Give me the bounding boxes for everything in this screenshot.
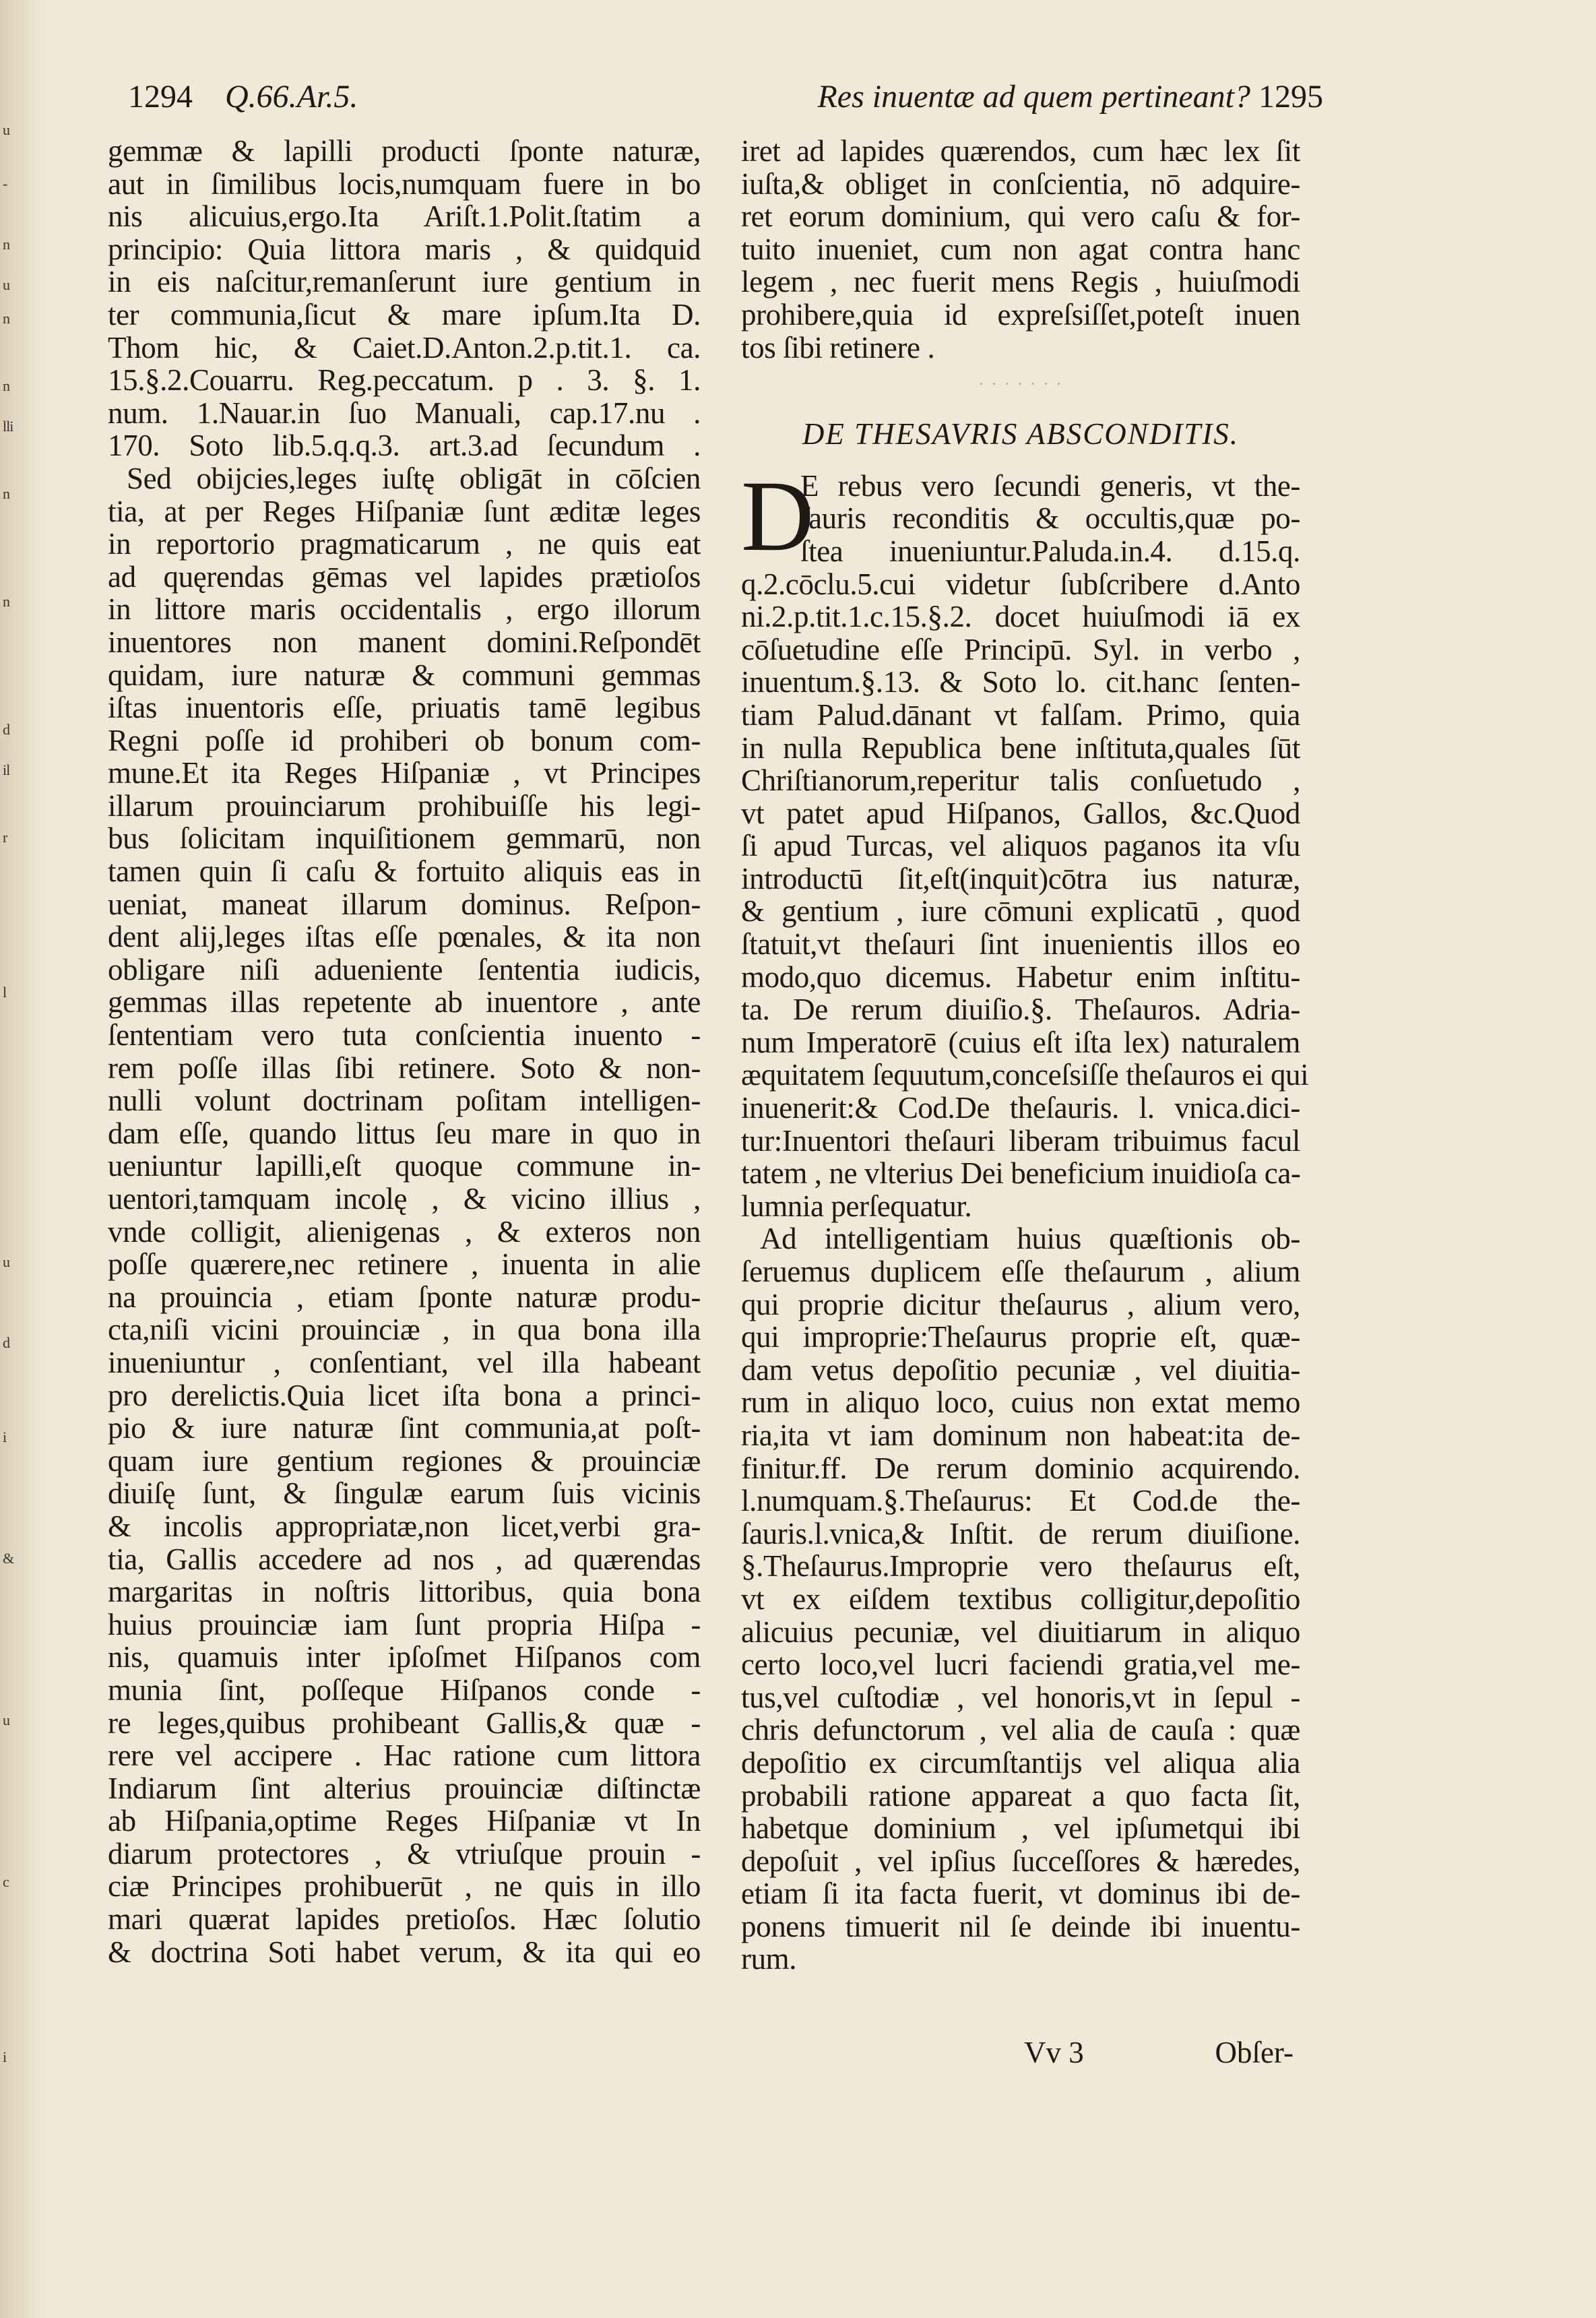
- left-running-head: Q.66.Ar.5.: [225, 79, 358, 115]
- text-line: prohibere,quia id expreſsiſſet,poteſt inuen: [741, 297, 1300, 332]
- text-line: tur:Inuentori theſauri liberam tribuimus facul: [741, 1123, 1300, 1158]
- text-line: vt ex eiſdem textibus colligitur,depoſitio: [741, 1581, 1300, 1616]
- left-page-header: [128, 81, 358, 113]
- gutter-fragment: n: [3, 310, 9, 327]
- gutter-fragment: c: [3, 1873, 9, 1890]
- text-line: in reportorio pragmaticarum , ne quis eat: [108, 527, 701, 561]
- right-column-body: [741, 567, 1309, 1223]
- text-line: q.2.cōclu.5.cui videtur ſubſcribere d.Anto: [741, 567, 1300, 601]
- text-line: inuentum.§.13. & Soto lo. cit.hanc ſenten-: [741, 665, 1300, 699]
- text-line: na prouincia , etiam ſponte naturæ produ-: [108, 1280, 701, 1314]
- text-line: iſtas inuentoris eſſe, priuatis tamē legibus: [108, 691, 701, 725]
- text-line: ſtatuit,vt theſauri ſint inuenientis illos eo: [741, 927, 1300, 962]
- text-line: lumnia perſequatur.: [741, 1189, 972, 1223]
- gutter-fragment: -: [3, 175, 7, 192]
- text-line: iuſta,& obliget in conſcientia, nō adquire-: [741, 166, 1300, 201]
- text-line: vnde colligit, alienigenas , & exteros non: [108, 1214, 701, 1249]
- text-line: huius prouinciæ iam ſunt propria Hiſpa -: [108, 1607, 701, 1641]
- gutter-fragment: i: [3, 2048, 7, 2065]
- text-line: nis, quamuis inter ipſoſmet Hiſpanos com: [108, 1640, 701, 1674]
- text-line: bus ſolicitam inquiſitionem gemmarū, non: [108, 821, 701, 856]
- text-line: rem poſſe illas ſibi retinere. Soto & non-: [108, 1051, 701, 1085]
- text-line: inuentores non manent domini.Reſpondēt: [108, 625, 701, 659]
- text-line: ſi apud Turcas, vel aliquos paganos ita vſu: [741, 829, 1300, 863]
- gutter-fragment: n: [3, 377, 9, 394]
- text-line: tos ſibi retinere .: [741, 330, 935, 365]
- text-line: habetque dominium , vel ipſumetqui ibi: [741, 1811, 1300, 1846]
- text-line: cōſuetudine eſſe Principū. Syl. in verbo ,: [741, 632, 1300, 666]
- right-page-number: 1295: [1258, 79, 1323, 115]
- gutter-fragment: u: [3, 1253, 9, 1270]
- left-text-column: [108, 135, 701, 1968]
- text-line: Thom hic, & Caiet.D.Anton.2.p.tit.1. ca.: [108, 330, 701, 365]
- text-line: etiam ſi ita facta fuerit, vt dominus ibi de-: [741, 1877, 1300, 1911]
- text-line: & gentium , iure cōmuni explicatū , quod: [741, 894, 1300, 929]
- text-line: pio & iure naturæ ſint communia,at poſt-: [108, 1411, 701, 1445]
- text-line: ſtea inueniuntur.Paluda.in.4. d.15.q.: [800, 534, 1300, 568]
- text-line: & doctrina Soti habet verum, & ita qui eo: [108, 1935, 701, 1969]
- text-line: re leges,quibus prohibeant Gallis,& quæ -: [108, 1705, 701, 1740]
- right-text-column: [741, 134, 1309, 1976]
- text-line: certo loco,vel lucri faciendi gratia,vel me-: [741, 1648, 1300, 1682]
- text-line: dam vetus depoſitio pecuniæ , vel diuitia-: [741, 1352, 1300, 1387]
- text-line: mune.Et ita Reges Hiſpaniæ , vt Principes: [108, 756, 701, 790]
- text-line: ſauris.l.vnica,& Inſtit. de rerum diuiſione.: [741, 1516, 1300, 1550]
- text-line: rum.: [741, 1942, 797, 1976]
- text-line: ſauris reconditis & occultis,quæ po-: [800, 501, 1300, 536]
- text-line: num. 1.Nauar.in ſuo Manuali, cap.17.nu .: [108, 396, 701, 430]
- page-footer: [1024, 2035, 1294, 2070]
- text-line: ponens timuerit nil ſe deinde ibi inuentu-: [741, 1909, 1300, 1943]
- text-line: ad quęrendas gēmas vel lapides prætioſos: [108, 559, 701, 594]
- text-line: & incolis appropriatæ,non licet,verbi gra-: [108, 1509, 701, 1543]
- text-line: alicuius pecuniæ, vel diuitiarum in aliquo: [741, 1615, 1300, 1649]
- gutter-previous-page-fragments: [0, 0, 47, 2318]
- text-line: Chriſtianorum,reperitur talis conſuetudo ,: [741, 763, 1300, 798]
- gutter-fragment: u: [3, 121, 9, 138]
- right-page-header: [817, 81, 1323, 113]
- dropcap-letter: D: [741, 460, 815, 572]
- text-line: tamen quin ſi caſu & fortuito aliquis eas in: [108, 854, 701, 889]
- text-line: æquitatem ſequutum,conceſsiſſe theſauros ei qui: [741, 1058, 1309, 1092]
- right-column-second-paragraph: [741, 1222, 1300, 1976]
- text-line: ueniuntur lapilli,eſt quoque commune in-: [108, 1149, 701, 1183]
- text-line: tuito inueniet, cum non agat contra hanc: [741, 232, 1300, 266]
- gutter-fragment: &: [3, 1550, 14, 1567]
- text-line: dent alij,leges iſtas eſſe pœnales, & ita non: [108, 920, 701, 954]
- text-line: tia, Gallis accedere ad nos , ad quærendas: [108, 1542, 701, 1576]
- text-line: 170. Soto lib.5.q.q.3. art.3.ad ſecundum .: [108, 429, 701, 463]
- gutter-fragment: u: [3, 276, 9, 293]
- text-line: 15.§.2.Couarru. Reg.peccatum. p . 3. §. 1.: [108, 363, 701, 398]
- text-line: ab Hiſpania,optime Reges Hiſpaniæ vt In: [108, 1804, 701, 1838]
- text-line: probabili ratione appareat a quo facta ſit,: [741, 1778, 1300, 1813]
- text-line: dam eſſe, quando littus ſeu mare in quo in: [108, 1116, 701, 1150]
- text-line: diuiſę ſunt, & ſingulæ earum ſuis vicinis: [108, 1476, 701, 1511]
- text-line: chris defunctorum , vel alia de cauſa : quæ: [741, 1713, 1300, 1747]
- text-line: ſententiam vero tuta conſcientia inuento -: [108, 1018, 701, 1053]
- text-line: tatem , ne vlterius Dei beneficium inuidioſa ca-: [741, 1156, 1301, 1191]
- text-line: in littore maris occidentalis , ergo illorum: [108, 592, 701, 627]
- text-line: Indiarum ſint alterius prouinciæ diſtinctæ: [108, 1771, 701, 1805]
- text-line: rum in aliquo loco, cuius non extat memo: [741, 1385, 1300, 1420]
- text-line: ret eorum dominium, qui vero caſu & for-: [741, 199, 1300, 234]
- signature-mark: Vv 3: [1024, 2036, 1084, 2069]
- text-line: finitur.ff. De rerum dominio acquirendo.: [741, 1451, 1300, 1485]
- gutter-fragment: n: [3, 236, 9, 253]
- text-line: gemmæ & lapilli producti ſponte naturæ,: [108, 134, 701, 168]
- gutter-fragment: n: [3, 485, 9, 502]
- text-line: quidam, iure naturæ & communi gemmas: [108, 658, 701, 692]
- text-line: pro derelictis.Quia licet iſta bona a princi-: [108, 1378, 701, 1412]
- text-line: modo,quo dicemus. Habetur enim inſtitu-: [741, 960, 1300, 994]
- text-line: margaritas in noſtris littoribus, quia bona: [108, 1575, 701, 1609]
- dropcap-lines: [741, 460, 1300, 572]
- text-line: ſeruemus duplicem eſſe theſaurum , alium: [741, 1255, 1300, 1288]
- left-page-number: 1294: [128, 79, 193, 115]
- text-line: Regni poſſe id prohiberi ob bonum com-: [108, 723, 701, 757]
- text-line: §.Theſaurus.Improprie vero theſaurus eſt,: [741, 1549, 1300, 1584]
- text-line: nulli volunt doctrinam poſitam intelligen-: [108, 1084, 701, 1118]
- text-line: poſſe quærere,nec retinere , inuenta in alie: [108, 1247, 701, 1282]
- text-line: Sed obijcies,leges iuſtę obligāt in cōſcien: [127, 461, 701, 495]
- text-line: ueniat, maneat illarum dominus. Reſpon-: [108, 887, 701, 921]
- text-line: in nulla Republica bene inſtituta,quales ſūt: [741, 730, 1300, 765]
- text-line: vt patet apud Hiſpanos, Gallos, &c.Quod: [741, 796, 1300, 830]
- gutter-fragment: n: [3, 593, 9, 610]
- text-line: nis alicuius,ergo.Ita Ariſt.1.Polit.ſtatim a: [108, 199, 701, 234]
- gutter-fragment: l: [3, 984, 7, 1001]
- gutter-fragment: d: [3, 721, 9, 738]
- text-line: E rebus vero ſecundi generis, vt the-: [800, 468, 1300, 503]
- text-line: num Imperatorē (cuius eſt iſta lex) naturalem: [741, 1025, 1300, 1059]
- text-line: diarum protectores , & vtriuſque prouin -: [108, 1836, 701, 1871]
- gutter-fragment: r: [3, 829, 7, 846]
- dropcap-paragraph: [741, 460, 1300, 572]
- text-line: mari quærat lapides pretioſos. Hæc ſolutio: [108, 1902, 701, 1937]
- right-running-head: Res inuentæ ad quem pertineant?: [817, 79, 1250, 115]
- text-line: tiam Palud.dānant vt falſam. Primo, quia: [741, 697, 1300, 732]
- text-line: principio: Quia littora maris , & quidquid: [108, 232, 701, 266]
- right-column-top-paragraph: [741, 135, 1300, 364]
- bleed-through-text: · · · · · · ·: [978, 374, 1063, 394]
- text-line: depoſuit , vel ipſius ſucceſſores & hæredes,: [741, 1844, 1300, 1878]
- text-line: ta. De rerum diuiſio.§. Theſauros. Adria-: [741, 993, 1300, 1027]
- text-line: rere vel accipere . Hac ratione cum littora: [108, 1738, 701, 1773]
- text-line: tus,vel cuſtodiæ , vel honoris,vt in ſepul -: [741, 1680, 1300, 1714]
- text-line: illarum prouinciarum prohibuiſſe his legi-: [108, 788, 701, 823]
- text-line: Ad intelligentiam huius quæſtionis ob-: [760, 1222, 1300, 1256]
- text-line: uentori,tamquam incolę , & vicino illius ,: [108, 1182, 701, 1216]
- text-line: in eis naſcitur,remanſerunt iure gentium in: [108, 265, 701, 299]
- text-line: ni.2.p.tit.1.c.15.§.2. docet huiuſmodi iā ex: [741, 600, 1300, 634]
- text-line: qui proprie dicitur theſaurus , alium vero,: [741, 1287, 1300, 1321]
- text-line: gemmas illas repetente ab inuentore , ante: [108, 985, 701, 1020]
- gutter-fragment: d: [3, 1334, 9, 1351]
- text-line: tia, at per Reges Hiſpaniæ ſunt æditæ leges: [108, 494, 701, 528]
- gutter-fragment: i: [3, 1429, 7, 1445]
- gutter-fragment: u: [3, 1712, 9, 1728]
- text-line: ria,ita vt iam dominum non habeat:ita de-: [741, 1418, 1300, 1452]
- text-line: introductū ſit,eſt(inquit)cōtra ius naturæ,: [741, 861, 1300, 896]
- catchword: Obſer-: [1215, 2036, 1294, 2069]
- text-line: ter communia,ſicut & mare ipſum.Ita D.: [108, 297, 701, 332]
- text-line: obligare niſi adueniente ſententia iudicis,: [108, 952, 701, 986]
- gutter-fragment: lli: [3, 418, 13, 435]
- text-line: inueniuntur , conſentiant, vel illa habeant: [108, 1345, 701, 1379]
- text-line: inuenerit:& Cod.De theſauris. l. vnica.dici-: [741, 1091, 1300, 1125]
- text-line: cta,niſi vicini prouinciæ , in qua bona illa: [108, 1313, 701, 1347]
- text-line: ciæ Principes prohibuerūt , ne quis in illo: [108, 1869, 701, 1904]
- text-line: depoſitio ex circumſtantijs vel aliqua alia: [741, 1745, 1300, 1780]
- text-line: legem , nec fuerit mens Regis , huiuſmodi: [741, 265, 1300, 299]
- text-line: quam iure gentium regiones & prouinciæ: [108, 1443, 701, 1478]
- section-title: DE THESAVRIS ABSCONDITIS.: [802, 417, 1240, 451]
- text-line: munia ſint, poſſeque Hiſpanos conde -: [108, 1672, 701, 1707]
- gutter-fragment: il: [3, 761, 10, 778]
- text-line: qui improprie:Theſaurus proprie eſt, quæ-: [741, 1320, 1300, 1354]
- text-line: l.numquam.§.Theſaurus: Et Cod.de the-: [741, 1484, 1300, 1518]
- text-line: iret ad lapides quærendos, cum hæc lex ſit: [741, 134, 1300, 168]
- text-line: aut in ſimilibus locis,numquam fuere in bo: [108, 166, 701, 201]
